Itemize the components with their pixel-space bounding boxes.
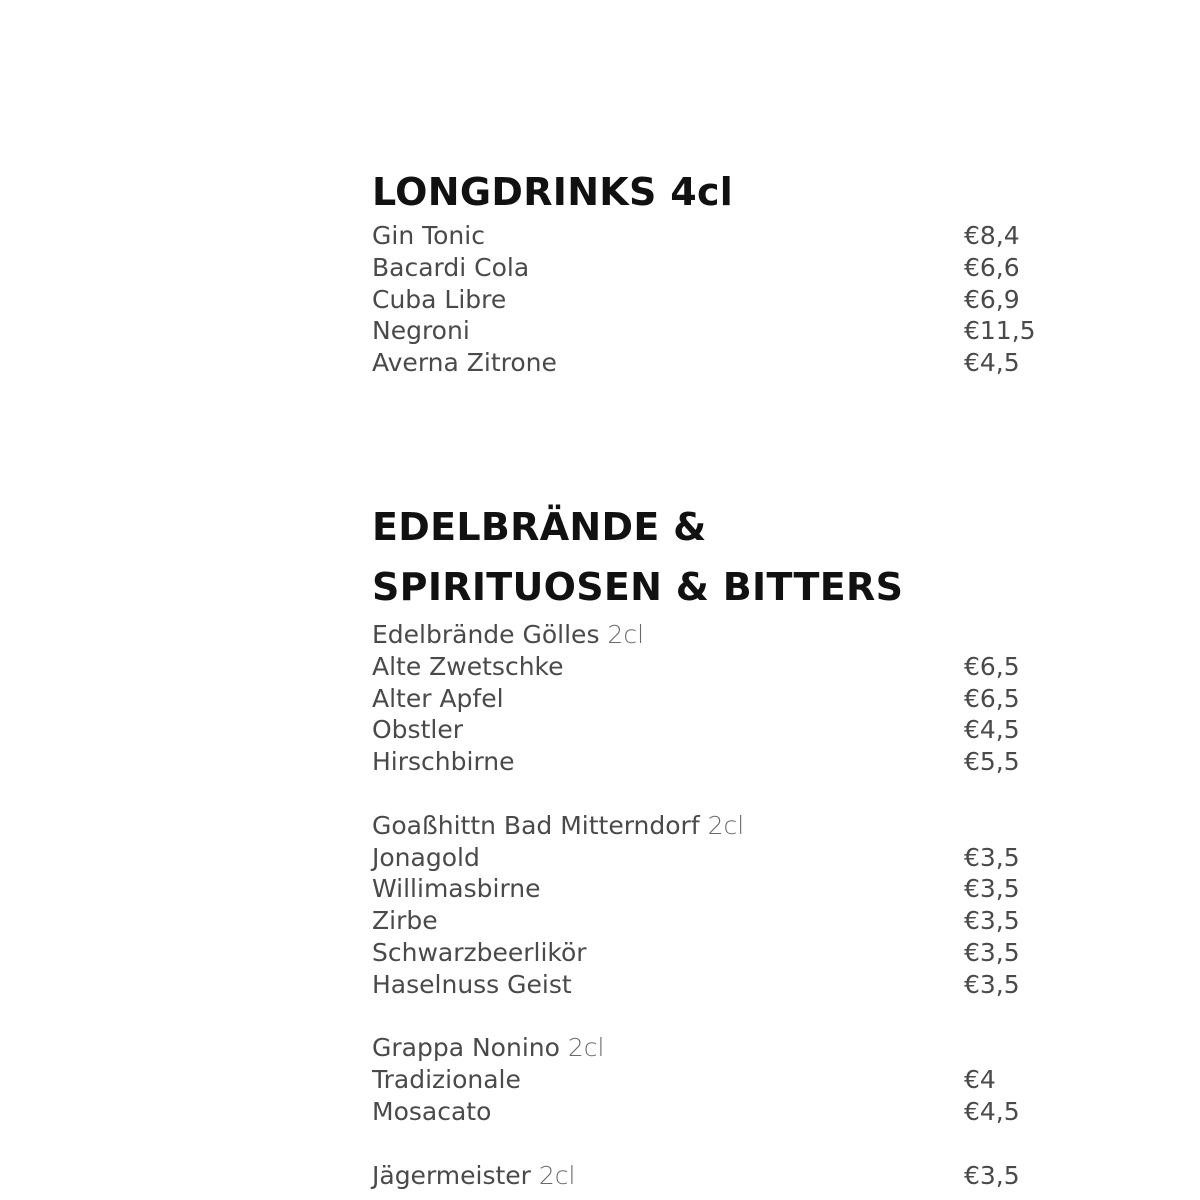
section-title-edelbraende-line2: SPIRITUOSEN & BITTERS [372,564,904,609]
item-price: €3,5 [964,937,1020,967]
item-price: €3,5 [964,874,1020,904]
item-price: €6,6 [964,252,1020,282]
group-heading-goasshittn [372,810,1052,842]
item-name: Tradizionale [372,1065,521,1095]
menu-item [372,651,1052,683]
item-name: Cuba Libre [372,284,507,314]
menu-item [372,252,1052,284]
menu-item [372,842,1052,874]
menu-item [372,683,1052,715]
item-price: €6,5 [964,683,1020,713]
item-name: Obstler [372,715,463,745]
menu-item [372,1096,1052,1128]
item-name: Negroni [372,316,470,346]
item-name: Haselnuss Geist [372,969,572,999]
menu-item [372,347,1052,379]
group-name: Goaßhittn Bad Mitterndorf [372,810,700,840]
item-name: Averna Zitrone [372,348,557,378]
item-name: Mosacato [372,1096,492,1126]
item-price: €4,5 [964,715,1020,745]
group-quantity: 2cl [538,1160,576,1190]
item-name: Alter Apfel [372,683,504,713]
item-price: €3,5 [964,969,1020,999]
item-price: €3,5 [964,842,1020,872]
item-price: €4,5 [964,1096,1020,1126]
menu-item [372,873,1052,905]
item-price: €11,5 [964,316,1036,346]
item-name: Hirschbirne [372,747,515,777]
menu-item [372,284,1052,316]
section-title-longdrinks: LONGDRINKS 4cl [372,170,734,214]
menu-item [372,969,1052,1001]
section-spacer [372,379,1052,497]
item-price: €4,5 [964,348,1020,378]
group-name: Jägermeister [372,1160,531,1190]
group-quantity: 2cl [707,810,745,840]
group-name: Grappa Nonino [372,1033,560,1063]
item-price: €6,9 [964,284,1020,314]
group-spacer [372,778,1052,810]
item-price: €3,5 [964,906,1020,936]
menu-item [372,937,1052,969]
item-name: Alte Zwetschke [372,651,564,681]
group-quantity: 2cl [567,1033,605,1063]
item-price: €3,5 [964,1160,1020,1190]
item-price: €6,5 [964,651,1020,681]
group-heading-grappa-nonino [372,1032,1052,1064]
item-name: Zirbe [372,906,438,936]
item-name: Gin Tonic [372,221,485,250]
item-name: Jonagold [372,842,480,872]
item-name: Schwarzbeerlikör [372,937,587,967]
group-heading-goelles [372,619,1052,651]
section-edelbraende [372,497,1052,1191]
menu-item [372,1064,1052,1096]
drinks-menu [372,168,1052,1191]
section-title-edelbraende-line1: EDELBRÄNDE & [372,504,707,549]
menu-item [372,220,1052,252]
menu-item-jaegermeister [372,1160,1052,1192]
group-spacer [372,1128,1052,1160]
group-spacer [372,1001,1052,1033]
item-name: Willimasbirne [372,874,541,904]
item-name [372,1160,576,1192]
group-quantity: 2cl [607,619,645,649]
item-price: €8,4 [964,221,1020,250]
item-name: Bacardi Cola [372,252,530,282]
menu-item [372,746,1052,778]
menu-item [372,714,1052,746]
menu-item [372,905,1052,937]
item-price: €4 [964,1065,996,1095]
item-price: €5,5 [964,747,1020,777]
group-name: Edelbrände Gölles [372,619,600,649]
menu-item [372,315,1052,347]
section-longdrinks [372,168,1052,379]
